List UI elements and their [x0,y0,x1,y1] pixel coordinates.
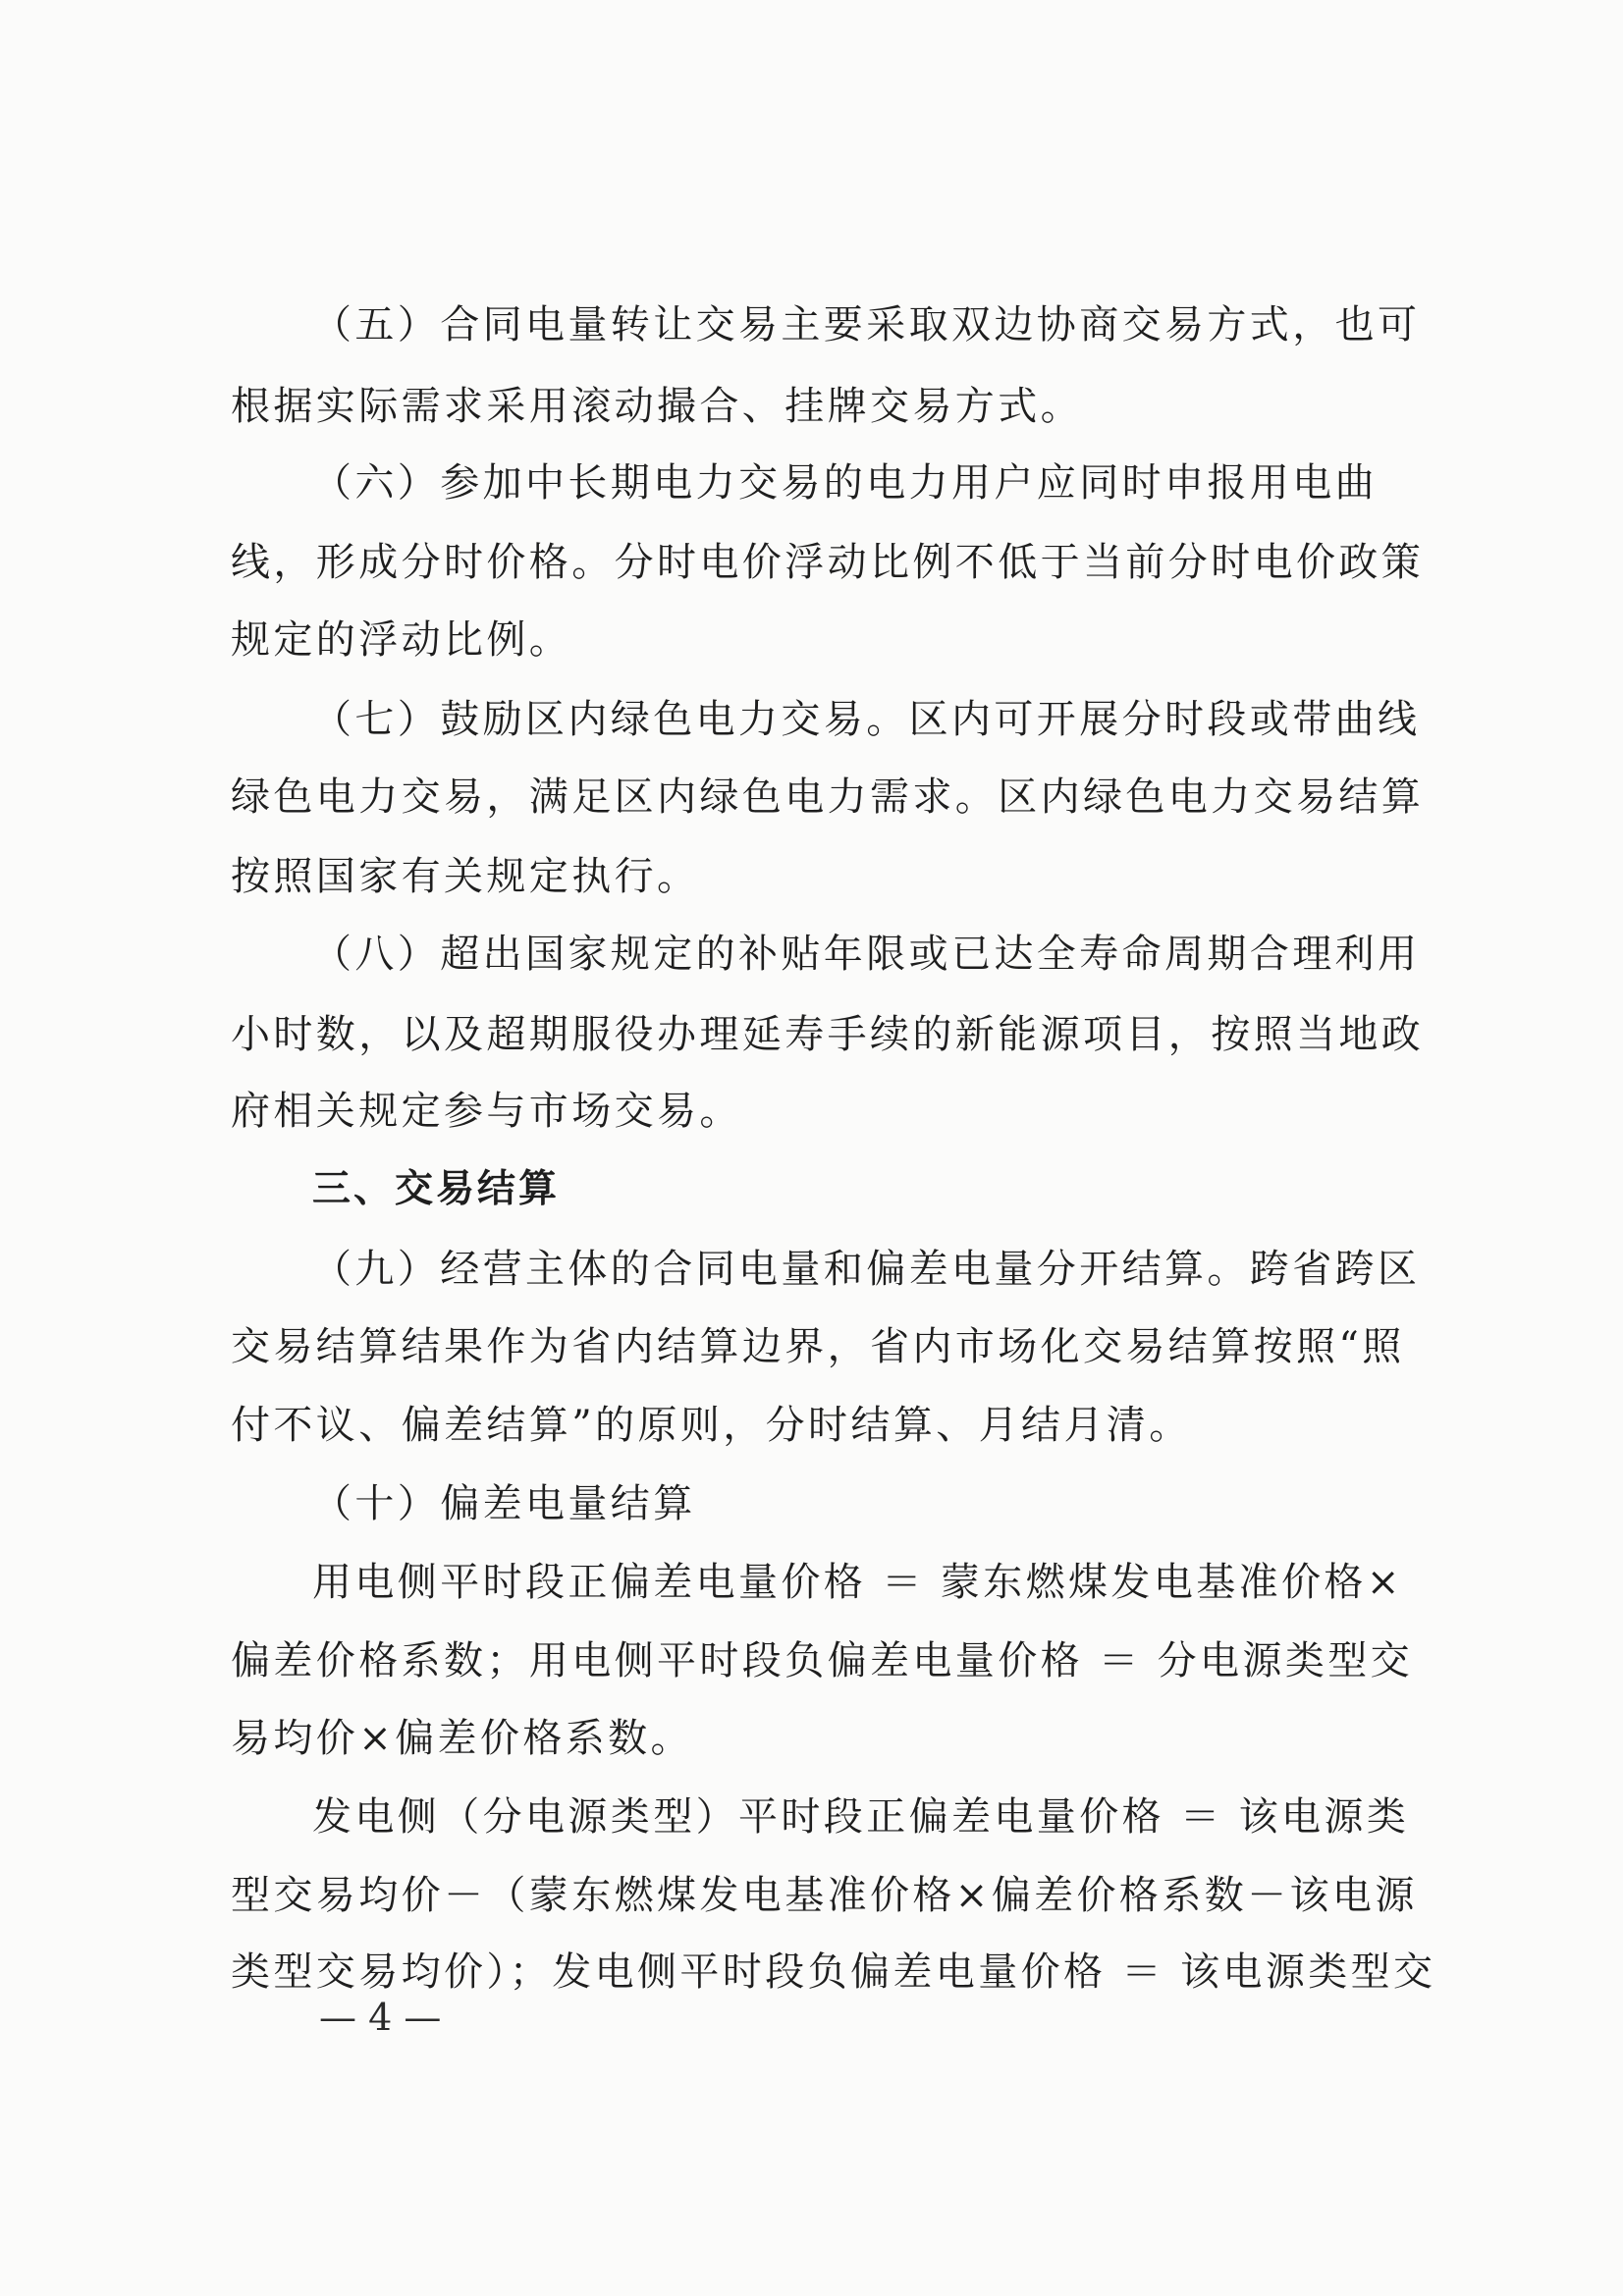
paragraph-5-line-1: （五）合同电量转让交易主要采取双边协商交易方式，也可 [312,302,1421,347]
paragraph-10-title: （十）偏差电量结算 [312,1481,696,1526]
paragraph-8-line-3: 府相关规定参与市场交易。 [231,1089,742,1134]
consumption-side-line-1: 用电侧平时段正偏差电量价格 ＝ 蒙东燃煤发电基准价格× [312,1560,1403,1605]
page-number: — 4 — [319,1996,442,2039]
paragraph-5-line-2: 根据实际需求采用滚动撮合、挂牌交易方式。 [231,384,1083,429]
paragraph-6-line-2: 线，形成分时价格。分时电价浮动比例不低于当前分时电价政策 [231,540,1425,585]
paragraph-7-line-3: 按照国家有关规定执行。 [231,854,700,899]
generation-side-line-3: 类型交易均价）；发电侧平时段负偏差电量价格 ＝ 该电源类型交 [231,1949,1436,1995]
generation-side-line-2: 型交易均价－（蒙东燃煤发电基准价格×偏差价格系数－该电源 [231,1873,1418,1918]
paragraph-6-line-1: （六）参加中长期电力交易的电力用户应同时申报用电曲 [312,460,1378,506]
section-heading-trade-settlement: 三、交易结算 [312,1167,561,1211]
consumption-side-line-2: 偏差价格系数；用电侧平时段负偏差电量价格 ＝ 分电源类型交 [231,1638,1414,1683]
paragraph-7-line-1: （七）鼓励区内绿色电力交易。区内可开展分时段或带曲线 [312,697,1421,742]
paragraph-9-line-3: 付不议、偏差结算”的原则，分时结算、月结月清。 [231,1403,1192,1448]
paragraph-8-line-1: （八）超出国家规定的补贴年限或已达全寿命周期合理利用 [312,932,1421,977]
paragraph-6-line-3: 规定的浮动比例。 [231,617,572,663]
paragraph-9-line-1: （九）经营主体的合同电量和偏差电量分开结算。跨省跨区 [312,1247,1421,1292]
paragraph-8-line-2: 小时数，以及超期服役办理延寿手续的新能源项目，按照当地政 [231,1012,1425,1057]
generation-side-line-1: 发电侧（分电源类型）平时段正偏差电量价格 ＝ 该电源类 [312,1794,1410,1840]
paragraph-9-line-2: 交易结算结果作为省内结算边界，省内市场化交易结算按照“照 [231,1324,1405,1369]
consumption-side-line-3: 易均价×偏差价格系数。 [231,1716,693,1761]
paragraph-7-line-2: 绿色电力交易，满足区内绿色电力需求。区内绿色电力交易结算 [231,774,1425,820]
